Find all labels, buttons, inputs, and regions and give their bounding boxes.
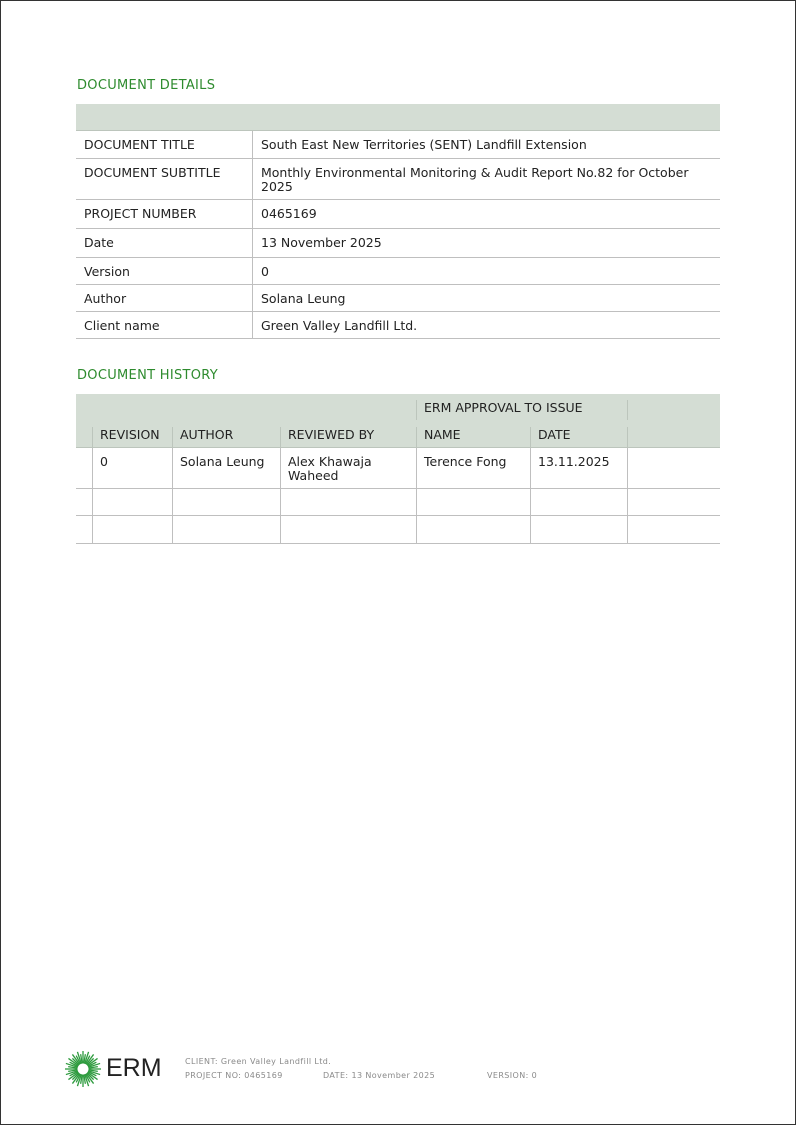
details-value: South East New Territories (SENT) Landfill Extension [261,137,587,152]
table-row [76,489,720,516]
details-key: Author [76,285,253,311]
table-row [76,448,720,489]
details-value: 0465169 [261,206,317,221]
details-row-subtitle [76,159,720,200]
footer-project-number: PROJECT NO: 0465169 [185,1071,283,1080]
document-details-table [76,104,720,339]
details-row-author [76,285,720,312]
details-value: 0 [261,264,269,279]
footer-client: CLIENT: Green Valley Landfill Ltd. [185,1057,332,1066]
approver-name-cell: Terence Fong [424,454,507,469]
column-header-name: NAME [424,427,461,442]
history-table-header [76,394,720,448]
erm-approval-group-header: ERM APPROVAL TO ISSUE [424,400,583,415]
column-header-date: DATE [538,427,571,442]
details-value: Monthly Environmental Monitoring & Audit Report No.82 for October 2025 [261,165,689,194]
details-value: 13 November 2025 [261,235,382,250]
column-header-author: AUTHOR [180,427,234,442]
details-value: Green Valley Landfill Ltd. [261,318,418,333]
document-history-table [76,394,720,544]
table-row [76,516,720,544]
details-key: DOCUMENT SUBTITLE [76,159,253,199]
footer-date: DATE: 13 November 2025 [323,1071,436,1080]
details-key: Version [76,258,253,284]
details-row-title [76,131,720,159]
details-key: Client name [76,312,253,338]
details-row-project-number [76,200,720,229]
document-history-heading: DOCUMENT HISTORY [77,368,219,383]
document-details-heading: DOCUMENT DETAILS [77,78,216,93]
details-row-date [76,229,720,258]
details-key: PROJECT NUMBER [76,200,253,228]
erm-logo-icon [64,1050,102,1088]
reviewed-by-cell: Alex Khawaja Waheed [288,454,372,483]
details-key: DOCUMENT TITLE [76,131,253,158]
column-header-revision: REVISION [100,427,160,442]
details-key: Date [76,229,253,257]
details-table-header-band [76,104,720,131]
details-value: Solana Leung [261,291,346,306]
footer-version: VERSION: 0 [487,1071,538,1080]
revision-cell: 0 [100,454,108,469]
approval-date-cell: 13.11.2025 [538,454,610,469]
details-row-version [76,258,720,285]
column-header-reviewed-by: REVIEWED BY [288,427,375,442]
author-cell: Solana Leung [180,454,265,469]
erm-brand-wordmark: ERM [106,1054,162,1082]
details-row-client-name [76,312,720,339]
